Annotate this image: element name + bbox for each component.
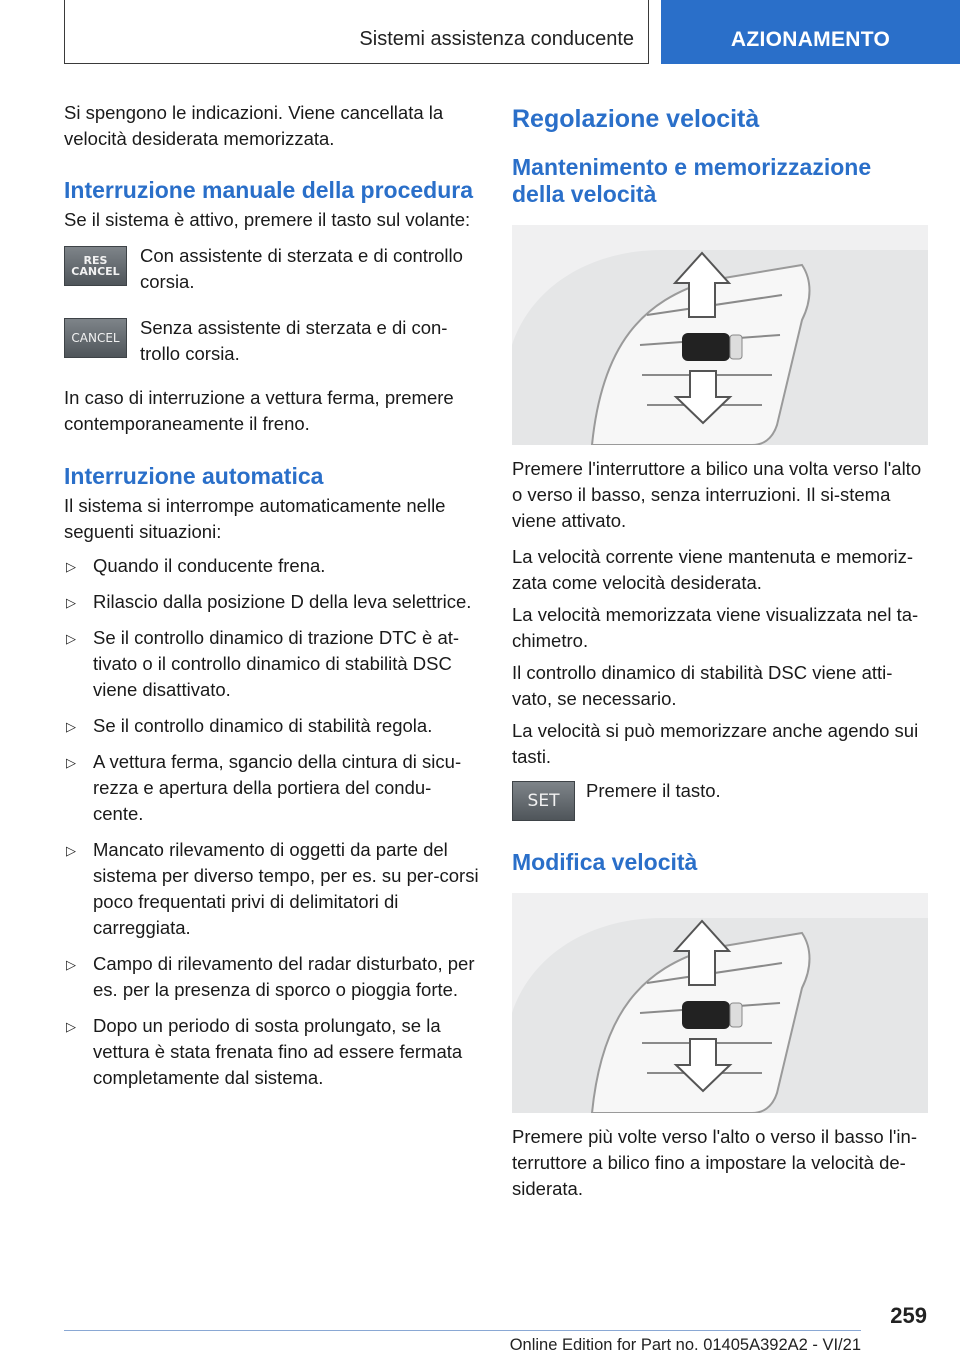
set-key-label: SET: [527, 790, 560, 811]
cancel-key-label: CANCEL: [71, 330, 120, 345]
header-chapter-title: AZIONAMENTO: [730, 28, 891, 51]
cancel-description: Senza assistente di sterzata e di con-trollo corsia.: [140, 317, 448, 364]
header-chapter-tab: [661, 0, 960, 64]
set-description: Premere il tasto.: [586, 780, 721, 801]
triangle-right-icon: ▷: [66, 559, 76, 574]
cancel-label: CANCEL: [71, 265, 120, 278]
cancel-row: [64, 315, 480, 367]
footer-divider: [64, 1330, 861, 1331]
list-item: ▷ Quando il conducente frena.: [64, 553, 480, 579]
cancel-key-icon: [64, 318, 127, 358]
list-item: ▷ Campo di rilevamento del radar disturbato, per es. per la presenza di sporco o pioggia forte.: [66, 953, 475, 1000]
list-item: ▷ Se il controllo dinamico di trazione DTC è at-tivato o il controllo dinamico di stabilità DSC viene disattivato.: [66, 627, 460, 700]
brake-note: In caso di interruzione a vettura ferma, premere contemporaneamente il freno.: [64, 387, 454, 434]
triangle-right-icon: ▷: [66, 755, 76, 770]
header-section-box: [64, 0, 649, 64]
intro-paragraph: Si spengono le indicazioni. Viene cancellata la velocità desiderata memorizzata.: [64, 102, 444, 149]
page-number: 259: [890, 1303, 927, 1328]
right-column: [512, 100, 928, 1202]
triangle-right-icon: ▷: [66, 1019, 76, 1034]
steering-wheel-switch-photo-1: [512, 225, 928, 445]
speed-maintenance-heading: Mantenimento e memorizzazione della velocità: [512, 154, 872, 207]
footer-edition: Online Edition for Part no. 01405A392A2 - VI/21: [509, 1336, 861, 1354]
res-label: RES: [83, 254, 108, 267]
header-section-title: Sistemi assistenza conducente: [359, 28, 634, 50]
list-item: ▷ Se il controllo dinamico di stabilità regola.: [64, 713, 480, 739]
list-item: ▷ Mancato rilevamento di oggetti da parte del sistema per diverso tempo, per es. su per-corsi poco frequentati privi di delimitatori di carreggiata.: [66, 839, 479, 938]
triangle-right-icon: ▷: [66, 843, 76, 858]
steering-wheel-switch-photo-2: [512, 893, 928, 1113]
triangle-right-icon: ▷: [66, 595, 76, 610]
current-speed-paragraph: La velocità corrente viene mantenuta e memoriz-zata come velocità desiderata.: [512, 546, 914, 593]
triangle-right-icon: ▷: [66, 631, 76, 646]
set-key-icon: [512, 781, 575, 821]
speed-change-paragraph: Premere più volte verso l'alto o verso il basso l'in-terruttore a bilico fino a impostare la velocità de-siderata.: [512, 1126, 917, 1199]
list-item: ▷ Dopo un periodo di sosta prolungato, se la vettura è stata frenata fino ad essere fermata completamente dal sistema.: [66, 1015, 463, 1088]
speed-regulation-heading: Regolazione velocità: [512, 105, 760, 133]
res-cancel-row: [64, 243, 480, 295]
automatic-interruption-heading: Interruzione automatica: [64, 463, 324, 489]
dsc-paragraph: Il controllo dinamico di stabilità DSC viene atti-vato, se necessario.: [512, 662, 893, 709]
triangle-right-icon: ▷: [66, 719, 76, 734]
set-row: [512, 778, 928, 821]
store-speed-paragraph: La velocità si può memorizzare anche agendo sui tasti.: [512, 720, 919, 767]
speedometer-paragraph: La velocità memorizzata viene visualizzata nel ta-chimetro.: [512, 604, 919, 651]
res-cancel-key-icon: [64, 246, 127, 286]
triangle-right-icon: ▷: [66, 957, 76, 972]
list-item: ▷ A vettura ferma, sgancio della cintura di sicu-rezza e apertura della portiera del condu-cente.: [66, 751, 462, 824]
switch-press-paragraph: Premere l'interruttore a bilico una volta verso l'alto o verso il basso, senza interruzioni. Il si-stema viene attivato.: [512, 458, 922, 531]
res-cancel-description: Con assistente di sterzata e di controllo corsia.: [140, 245, 463, 292]
list-item: ▷ Rilascio dalla posizione D della leva selettrice.: [64, 589, 480, 615]
automatic-interruption-list: [64, 553, 480, 1091]
manual-interruption-text: Se il sistema è attivo, premere il tasto sul volante:: [64, 209, 471, 230]
automatic-interruption-text: Il sistema si interrompe automaticamente nelle seguenti situazioni:: [64, 495, 446, 542]
left-column: [64, 100, 480, 1091]
manual-interruption-heading: Interruzione manuale della procedura: [64, 177, 473, 203]
speed-change-heading: Modifica velocità: [512, 849, 698, 875]
